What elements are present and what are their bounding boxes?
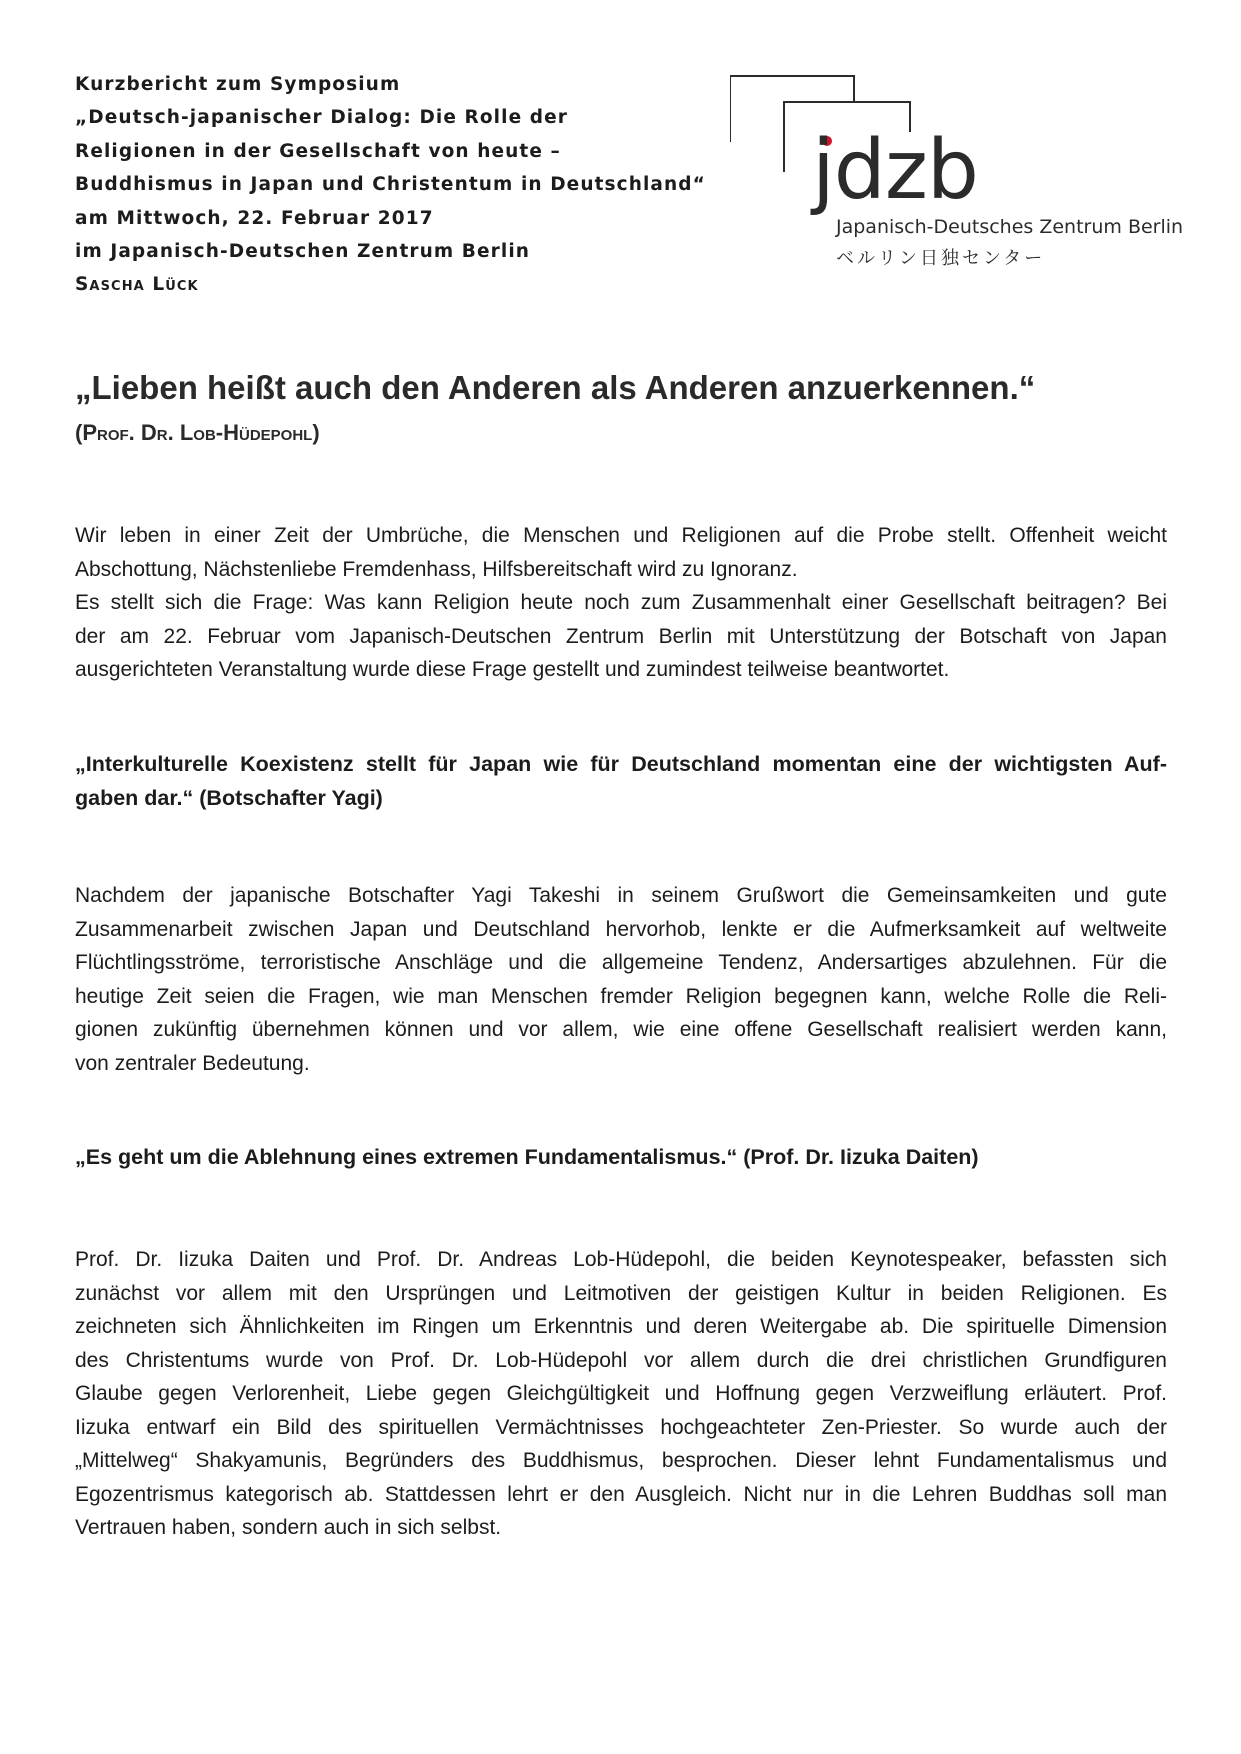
text-line: des Christentums wurde von Prof. Dr. Lob-Hüdepohl vor allem durch die drei christlichen Grundfiguren [75,1348,1167,1372]
text-line: ausgerichteten Veranstaltung wurde diese Frage gestellt und zumindest teilweise beantwortet. [75,658,950,681]
text-line: zeichneten sich Ähnlichkeiten im Ringen um Erkenntnis und deren Weitergabe ab. Die spirituelle Dimension [75,1315,1167,1338]
header-line: „Deutsch-japanischer Dialog: Die Rolle der [75,107,568,129]
text-line: von zentraler Bedeutung. [75,1051,310,1075]
text-line: Flüchtlingsströme, terroristische Anschläge und die allgemeine Tendenz, Andersartiges abzulehnen. Für die [75,951,1167,974]
jdzb-logo [730,72,1184,272]
text-line: Iizuka entwarf ein Bild des spirituellen Vermächtnisses hochgeachteter Zen-Priester. So wurde auch der [75,1415,1167,1439]
text-line: Vertrauen haben, sondern auch in sich selbst. [75,1516,502,1539]
text-line: heutige Zeit seien die Fragen, wie man Menschen fremder Religion begegnen kann, welche Rolle die Reli- [75,984,1167,1008]
author-name: Sascha Lück [75,274,199,296]
text-line: Prof. Dr. Iizuka Daiten und Prof. Dr. Andreas Lob-Hüdepohl, die beiden Keynotespeaker, befassten sich [75,1248,1167,1271]
text-line: Nachdem der japanische Botschafter Yagi Takeshi in seinem Grußwort die Gemeinsamkeiten und gute [75,884,1167,907]
subheading-quote-yagi [75,748,1167,815]
text-line: Egozentrismus kategorisch ab. Stattdessen lehrt er den Ausgleich. Nicht nur in die Lehren Buddhas soll man [75,1482,1167,1506]
logo-japanese-name: ベルリン日独センター [836,248,1046,269]
header-line: Kurzbericht zum Symposium [75,74,401,95]
main-quote: „Lieben heißt auch den Anderen als Anderen anzuerkennen.“ [75,369,1036,406]
subheading-line: gaben dar.“ (Botschafter Yagi) [75,785,383,810]
header-line: am Mittwoch, 22. Februar 2017 [75,207,434,229]
text-line: Abschottung, Nächstenliebe Fremdenhass, Hilfsbereitschaft wird zu Ignoranz. [75,557,798,581]
header-line: Buddhismus in Japan und Christentum in Deutschland“ [75,174,706,196]
paragraph-ambassador [75,879,1167,1080]
text-line: „Mittelweg“ Shakyamunis, Begründers des Buddhismus, besprochen. Dieser lehnt Fundamentalismus und [75,1449,1167,1472]
text-line: gionen zukünftig übernehmen können und vor allem, wie eine offene Gesellschaft realisiert werden kann, [75,1018,1167,1041]
main-quote-attribution: (Prof. Dr. Lob-Hüdepohl) [75,420,320,445]
header-line: im Japanisch-Deutschen Zentrum Berlin [75,241,531,263]
paragraph-keynotes [75,1243,1167,1545]
text-line: Wir leben in einer Zeit der Umbrüche, die Menschen und Religionen auf die Probe stellt. Offenheit weicht [75,524,1167,547]
header-line: Religionen in der Gesellschaft von heute – [75,140,561,162]
report-header [75,68,715,302]
paragraph-intro [75,519,1167,687]
subheading-line: „Interkulturelle Koexistenz stellt für Japan wie für Deutschland momentan eine der wichtigsten Auf- [75,752,1167,776]
text-line: zunächst vor allem mit den Ursprüngen und Leitmotiven der geistigen Kultur in beiden Religionen. Es [75,1281,1167,1305]
text-line: Glaube gegen Verlorenheit, Liebe gegen Gleichgültigkeit und Hoffnung gegen Verzweiflung erläutert. Prof. [75,1382,1167,1405]
subheading-quote-iizuka: „Es geht um die Ablehnung eines extremen Fundamentalismus.“ (Prof. Dr. Iizuka Daiten) [75,1145,979,1169]
logo-subtitle: Japanisch-Deutsches Zentrum Berlin [836,216,1184,238]
text-line: Es stellt sich die Frage: Was kann Religion heute noch zum Zusammenhalt einer Gesellschaft beitragen? Bei [75,591,1167,614]
logo-wordmark: jdzb [812,123,978,218]
text-line: Zusammenarbeit zwischen Japan und Deutschland hervorhob, lenkte er die Aufmerksamkeit auf weltweite [75,917,1167,941]
text-line: der am 22. Februar vom Japanisch-Deutschen Zentrum Berlin mit Unterstützung der Botschaft von Japan [75,624,1167,648]
